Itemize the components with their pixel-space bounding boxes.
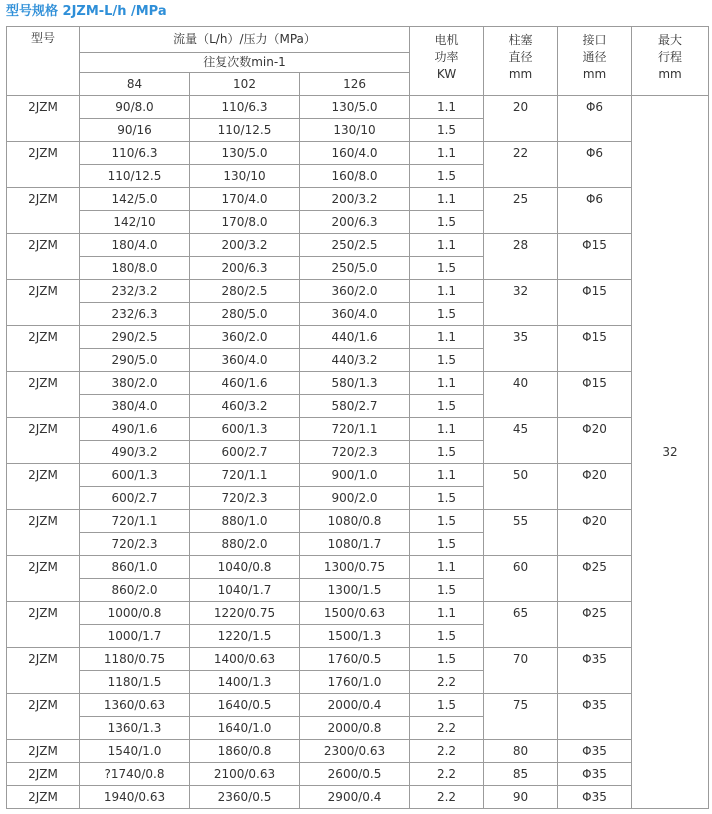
model-cell: 2JZM: [7, 326, 80, 372]
header-motor-power-l2: 功率: [434, 50, 459, 64]
plunger-diameter-cell: 50: [484, 464, 558, 510]
plunger-diameter-cell: 80: [484, 740, 558, 763]
table-row: [7, 142, 709, 165]
flow-102-cell: 1220/0.75: [190, 602, 300, 625]
motor-power-cell: 2.2: [410, 786, 484, 809]
flow-102-cell: 1040/0.8: [190, 556, 300, 579]
flow-102-cell: 280/2.5: [190, 280, 300, 303]
motor-power-cell: 1.5: [410, 625, 484, 648]
flow-102-cell: 110/12.5: [190, 119, 300, 142]
model-cell: 2JZM: [7, 740, 80, 763]
flow-126-cell: 900/2.0: [300, 487, 410, 510]
table-row: [7, 763, 709, 786]
table-row: [7, 372, 709, 395]
flow-102-cell: 170/4.0: [190, 188, 300, 211]
header-port-l1: 接口: [582, 33, 607, 47]
flow-84-cell: ?1740/0.8: [80, 763, 190, 786]
flow-84-cell: 600/1.3: [80, 464, 190, 487]
flow-126-cell: 2000/0.4: [300, 694, 410, 717]
motor-power-cell: 1.5: [410, 257, 484, 280]
flow-84-cell: 720/2.3: [80, 533, 190, 556]
spec-table: [6, 26, 709, 809]
flow-84-cell: 1360/1.3: [80, 717, 190, 740]
flow-84-cell: 380/4.0: [80, 395, 190, 418]
flow-102-cell: 460/3.2: [190, 395, 300, 418]
plunger-diameter-cell: 75: [484, 694, 558, 740]
flow-126-cell: 1080/1.7: [300, 533, 410, 556]
port-diameter-cell: Φ35: [558, 763, 632, 786]
port-diameter-cell: Φ15: [558, 372, 632, 418]
header-plunger-diameter: [484, 27, 558, 96]
port-diameter-cell: Φ20: [558, 464, 632, 510]
table-row: [7, 280, 709, 303]
plunger-diameter-cell: 45: [484, 418, 558, 464]
flow-102-cell: 170/8.0: [190, 211, 300, 234]
header-speed-126: 126: [300, 73, 410, 96]
table-row: [7, 556, 709, 579]
motor-power-cell: 1.1: [410, 418, 484, 441]
flow-102-cell: 720/1.1: [190, 464, 300, 487]
flow-84-cell: 1540/1.0: [80, 740, 190, 763]
table-row: [7, 786, 709, 809]
flow-126-cell: 440/3.2: [300, 349, 410, 372]
plunger-diameter-cell: 55: [484, 510, 558, 556]
model-cell: 2JZM: [7, 648, 80, 694]
header-speed-102: 102: [190, 73, 300, 96]
flow-102-cell: 1040/1.7: [190, 579, 300, 602]
motor-power-cell: 1.1: [410, 464, 484, 487]
flow-84-cell: 180/8.0: [80, 257, 190, 280]
header-port-diameter: [558, 27, 632, 96]
port-diameter-cell: Φ6: [558, 188, 632, 234]
model-cell: 2JZM: [7, 96, 80, 142]
flow-126-cell: 160/8.0: [300, 165, 410, 188]
flow-126-cell: 2000/0.8: [300, 717, 410, 740]
flow-126-cell: 250/2.5: [300, 234, 410, 257]
model-cell: 2JZM: [7, 188, 80, 234]
port-diameter-cell: Φ35: [558, 786, 632, 809]
motor-power-cell: 1.5: [410, 510, 484, 533]
flow-126-cell: 360/2.0: [300, 280, 410, 303]
table-row: [7, 234, 709, 257]
flow-126-cell: 900/1.0: [300, 464, 410, 487]
motor-power-cell: 1.5: [410, 533, 484, 556]
flow-102-cell: 1640/0.5: [190, 694, 300, 717]
plunger-diameter-cell: 85: [484, 763, 558, 786]
flow-126-cell: 440/1.6: [300, 326, 410, 349]
plunger-diameter-cell: 35: [484, 326, 558, 372]
flow-102-cell: 360/4.0: [190, 349, 300, 372]
header-port-l3: mm: [582, 67, 607, 81]
model-cell: 2JZM: [7, 510, 80, 556]
motor-power-cell: 2.2: [410, 671, 484, 694]
flow-126-cell: 2900/0.4: [300, 786, 410, 809]
motor-power-cell: 1.5: [410, 165, 484, 188]
model-cell: 2JZM: [7, 280, 80, 326]
header-motor-power-l3: KW: [436, 67, 457, 81]
flow-102-cell: 1640/1.0: [190, 717, 300, 740]
motor-power-cell: 1.5: [410, 648, 484, 671]
header-motor-power: [410, 27, 484, 96]
flow-102-cell: 2100/0.63: [190, 763, 300, 786]
model-cell: 2JZM: [7, 372, 80, 418]
plunger-diameter-cell: 20: [484, 96, 558, 142]
flow-84-cell: 860/1.0: [80, 556, 190, 579]
table-row: [7, 326, 709, 349]
flow-126-cell: 250/5.0: [300, 257, 410, 280]
flow-102-cell: 110/6.3: [190, 96, 300, 119]
motor-power-cell: 1.1: [410, 602, 484, 625]
table-row: [7, 694, 709, 717]
port-diameter-cell: Φ35: [558, 740, 632, 763]
port-diameter-cell: Φ20: [558, 418, 632, 464]
plunger-diameter-cell: 60: [484, 556, 558, 602]
flow-126-cell: 1300/1.5: [300, 579, 410, 602]
motor-power-cell: 1.5: [410, 349, 484, 372]
table-row: [7, 602, 709, 625]
flow-84-cell: 232/6.3: [80, 303, 190, 326]
flow-84-cell: 600/2.7: [80, 487, 190, 510]
motor-power-cell: 1.5: [410, 487, 484, 510]
flow-84-cell: 1360/0.63: [80, 694, 190, 717]
flow-126-cell: 160/4.0: [300, 142, 410, 165]
flow-84-cell: 142/5.0: [80, 188, 190, 211]
model-cell: 2JZM: [7, 694, 80, 740]
page-title: 型号规格 2JZM-L/h /MPa: [6, 4, 167, 19]
header-max-stroke: [632, 27, 709, 96]
motor-power-cell: 1.1: [410, 188, 484, 211]
table-row: [7, 464, 709, 487]
table-row: [7, 648, 709, 671]
motor-power-cell: 1.1: [410, 326, 484, 349]
motor-power-cell: 1.5: [410, 694, 484, 717]
flow-84-cell: 490/3.2: [80, 441, 190, 464]
flow-84-cell: 1180/1.5: [80, 671, 190, 694]
model-cell: 2JZM: [7, 142, 80, 188]
flow-126-cell: 1080/0.8: [300, 510, 410, 533]
motor-power-cell: 1.1: [410, 372, 484, 395]
flow-84-cell: 380/2.0: [80, 372, 190, 395]
flow-102-cell: 1220/1.5: [190, 625, 300, 648]
max-stroke-cell: 32: [632, 96, 709, 809]
flow-84-cell: 490/1.6: [80, 418, 190, 441]
header-port-l2: 通径: [582, 50, 607, 64]
flow-126-cell: 1300/0.75: [300, 556, 410, 579]
motor-power-cell: 1.1: [410, 234, 484, 257]
flow-84-cell: 1940/0.63: [80, 786, 190, 809]
port-diameter-cell: Φ25: [558, 602, 632, 648]
flow-126-cell: 130/10: [300, 119, 410, 142]
header-plunger-l3: mm: [508, 67, 533, 81]
motor-power-cell: 1.5: [410, 395, 484, 418]
motor-power-cell: 2.2: [410, 740, 484, 763]
plunger-diameter-cell: 22: [484, 142, 558, 188]
flow-102-cell: 460/1.6: [190, 372, 300, 395]
port-diameter-cell: Φ6: [558, 96, 632, 142]
port-diameter-cell: Φ20: [558, 510, 632, 556]
port-diameter-cell: Φ35: [558, 648, 632, 694]
flow-102-cell: 130/10: [190, 165, 300, 188]
flow-84-cell: 1000/0.8: [80, 602, 190, 625]
header-motor-power-l1: 电机: [434, 33, 459, 47]
motor-power-cell: 1.5: [410, 211, 484, 234]
port-diameter-cell: Φ25: [558, 556, 632, 602]
flow-126-cell: 360/4.0: [300, 303, 410, 326]
header-speed-84: 84: [80, 73, 190, 96]
flow-126-cell: 580/1.3: [300, 372, 410, 395]
flow-102-cell: 720/2.3: [190, 487, 300, 510]
plunger-diameter-cell: 28: [484, 234, 558, 280]
flow-84-cell: 110/12.5: [80, 165, 190, 188]
flow-126-cell: 720/1.1: [300, 418, 410, 441]
flow-102-cell: 280/5.0: [190, 303, 300, 326]
spec-table-body: [7, 96, 709, 809]
flow-126-cell: 200/3.2: [300, 188, 410, 211]
motor-power-cell: 1.1: [410, 96, 484, 119]
model-cell: 2JZM: [7, 418, 80, 464]
motor-power-cell: 1.5: [410, 579, 484, 602]
flow-102-cell: 1400/0.63: [190, 648, 300, 671]
plunger-diameter-cell: 70: [484, 648, 558, 694]
flow-84-cell: 90/16: [80, 119, 190, 142]
flow-102-cell: 200/3.2: [190, 234, 300, 257]
flow-84-cell: 180/4.0: [80, 234, 190, 257]
port-diameter-cell: Φ35: [558, 694, 632, 740]
table-row: [7, 418, 709, 441]
model-cell: 2JZM: [7, 556, 80, 602]
table-row: [7, 510, 709, 533]
table-row: [7, 96, 709, 119]
header-max-stroke-l3: mm: [658, 67, 682, 81]
flow-84-cell: 860/2.0: [80, 579, 190, 602]
flow-84-cell: 1180/0.75: [80, 648, 190, 671]
motor-power-cell: 2.2: [410, 717, 484, 740]
flow-84-cell: 290/2.5: [80, 326, 190, 349]
flow-126-cell: 720/2.3: [300, 441, 410, 464]
header-max-stroke-l1: 最大: [658, 33, 683, 47]
header-plunger-l2: 直径: [508, 50, 533, 64]
motor-power-cell: 1.1: [410, 280, 484, 303]
port-diameter-cell: Φ15: [558, 234, 632, 280]
header-plunger-l1: 柱塞: [508, 33, 533, 47]
flow-126-cell: 1500/0.63: [300, 602, 410, 625]
flow-102-cell: 200/6.3: [190, 257, 300, 280]
port-diameter-cell: Φ6: [558, 142, 632, 188]
flow-102-cell: 1400/1.3: [190, 671, 300, 694]
flow-84-cell: 1000/1.7: [80, 625, 190, 648]
flow-84-cell: 110/6.3: [80, 142, 190, 165]
model-cell: 2JZM: [7, 602, 80, 648]
flow-102-cell: 880/2.0: [190, 533, 300, 556]
header-model: 型号: [7, 27, 80, 96]
flow-126-cell: 1760/0.5: [300, 648, 410, 671]
flow-102-cell: 600/2.7: [190, 441, 300, 464]
plunger-diameter-cell: 25: [484, 188, 558, 234]
flow-102-cell: 130/5.0: [190, 142, 300, 165]
header-flow-pressure: 流量（L/h）/压力（MPa）: [80, 27, 410, 53]
plunger-diameter-cell: 90: [484, 786, 558, 809]
port-diameter-cell: Φ15: [558, 326, 632, 372]
flow-126-cell: 1500/1.3: [300, 625, 410, 648]
model-cell: 2JZM: [7, 464, 80, 510]
flow-102-cell: 880/1.0: [190, 510, 300, 533]
table-row: [7, 188, 709, 211]
motor-power-cell: 1.1: [410, 556, 484, 579]
motor-power-cell: 2.2: [410, 763, 484, 786]
flow-126-cell: 130/5.0: [300, 96, 410, 119]
plunger-diameter-cell: 65: [484, 602, 558, 648]
flow-126-cell: 580/2.7: [300, 395, 410, 418]
flow-84-cell: 142/10: [80, 211, 190, 234]
flow-126-cell: 2600/0.5: [300, 763, 410, 786]
flow-126-cell: 1760/1.0: [300, 671, 410, 694]
flow-84-cell: 232/3.2: [80, 280, 190, 303]
flow-102-cell: 360/2.0: [190, 326, 300, 349]
table-row: [7, 740, 709, 763]
flow-102-cell: 2360/0.5: [190, 786, 300, 809]
flow-102-cell: 600/1.3: [190, 418, 300, 441]
motor-power-cell: 1.5: [410, 303, 484, 326]
plunger-diameter-cell: 40: [484, 372, 558, 418]
motor-power-cell: 1.5: [410, 441, 484, 464]
flow-84-cell: 90/8.0: [80, 96, 190, 119]
flow-84-cell: 290/5.0: [80, 349, 190, 372]
model-cell: 2JZM: [7, 786, 80, 809]
header-stroke-rate: 往复次数min-1: [80, 53, 410, 73]
port-diameter-cell: Φ15: [558, 280, 632, 326]
flow-126-cell: 200/6.3: [300, 211, 410, 234]
motor-power-cell: 1.5: [410, 119, 484, 142]
flow-102-cell: 1860/0.8: [190, 740, 300, 763]
header-max-stroke-l2: 行程: [658, 50, 683, 64]
flow-84-cell: 720/1.1: [80, 510, 190, 533]
model-cell: 2JZM: [7, 763, 80, 786]
motor-power-cell: 1.1: [410, 142, 484, 165]
plunger-diameter-cell: 32: [484, 280, 558, 326]
flow-126-cell: 2300/0.63: [300, 740, 410, 763]
model-cell: 2JZM: [7, 234, 80, 280]
